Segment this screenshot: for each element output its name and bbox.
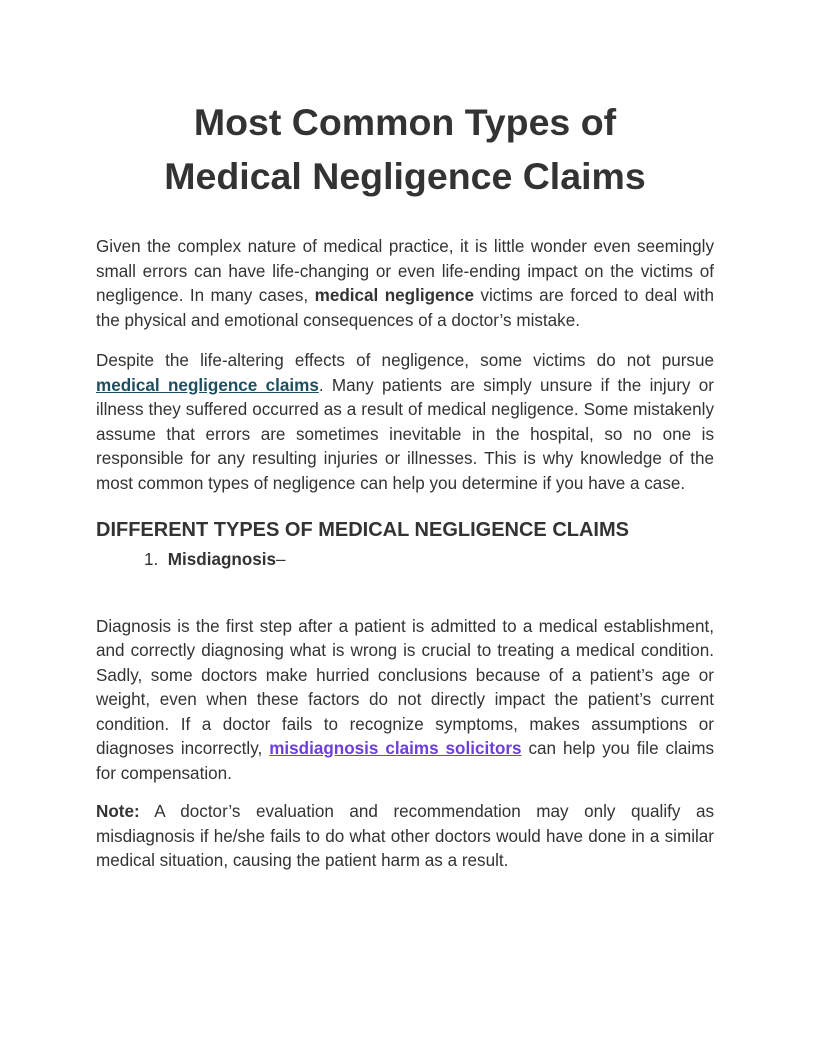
- intro-paragraph: [96, 235, 714, 333]
- misdiagnosis-solicitors-link[interactable]: misdiagnosis claims solicitors: [269, 739, 522, 758]
- list-label: Misdiagnosis: [167, 550, 277, 569]
- blank-line: [96, 573, 714, 599]
- title-line-2: Medical Negligence Claims: [164, 155, 646, 197]
- list-item-misdiagnosis: [144, 548, 714, 573]
- diagnosis-text-a: Diagnosis is the first step after a patient is admitted to a medical establishment, and correctly diagnosing what is wrong is crucial to treating a medical condition. Sadly, some doctors make hurried conclusions because of a patient’s age or weight, even when these factors do not directly impact the patient’s current condition. If a doctor fails to recognize symptoms, makes assumptions or diagnoses incorrectly,: [96, 616, 714, 758]
- medical-negligence-claims-link[interactable]: medical negligence claims: [96, 375, 319, 395]
- title-line-1: Most Common Types of: [193, 101, 617, 143]
- despite-paragraph: [96, 349, 714, 496]
- despite-text-a: Despite the life-altering effects of negligence, some victims do not pursue: [96, 351, 714, 370]
- intro-text-b: victims are forced to deal with the physical and emotional consequences of a doctor’s mistake.: [96, 286, 715, 330]
- diagnosis-paragraph: [96, 615, 714, 787]
- list-number: 1.: [144, 550, 159, 569]
- intro-text-a: Given the complex nature of medical practice, it is little wonder even seemingly small errors can have life-changing or even life-ending impact on the victims of negligence. In many cases,: [96, 237, 714, 305]
- intro-bold-term: medical negligence: [314, 286, 475, 305]
- section-heading: DIFFERENT TYPES OF MEDICAL NEGLIGENCE CLAIMS: [96, 519, 629, 541]
- diagnosis-text-b: can help you file claims for compensation.: [96, 739, 714, 783]
- note-paragraph: [96, 800, 714, 874]
- document-page: [96, 95, 714, 874]
- note-label: Note:: [96, 802, 140, 821]
- despite-text-b: . Many patients are simply unsure if the injury or illness they suffered occurred as a result of medical negligence. Some mistakenly assume that errors are sometimes inevitable in the hospital, so no one is responsible for any resulting injuries or illnesses. This is why knowledge of the most common types of negligence can help you determine if you have a case.: [96, 375, 714, 493]
- note-text: A doctor’s evaluation and recommendation may only qualify as misdiagnosis if he/she fails to do what other doctors would have done in a similar medical situation, causing the patient harm as a result.: [96, 802, 714, 870]
- list-suffix: –: [276, 550, 286, 569]
- page-title: [96, 95, 714, 203]
